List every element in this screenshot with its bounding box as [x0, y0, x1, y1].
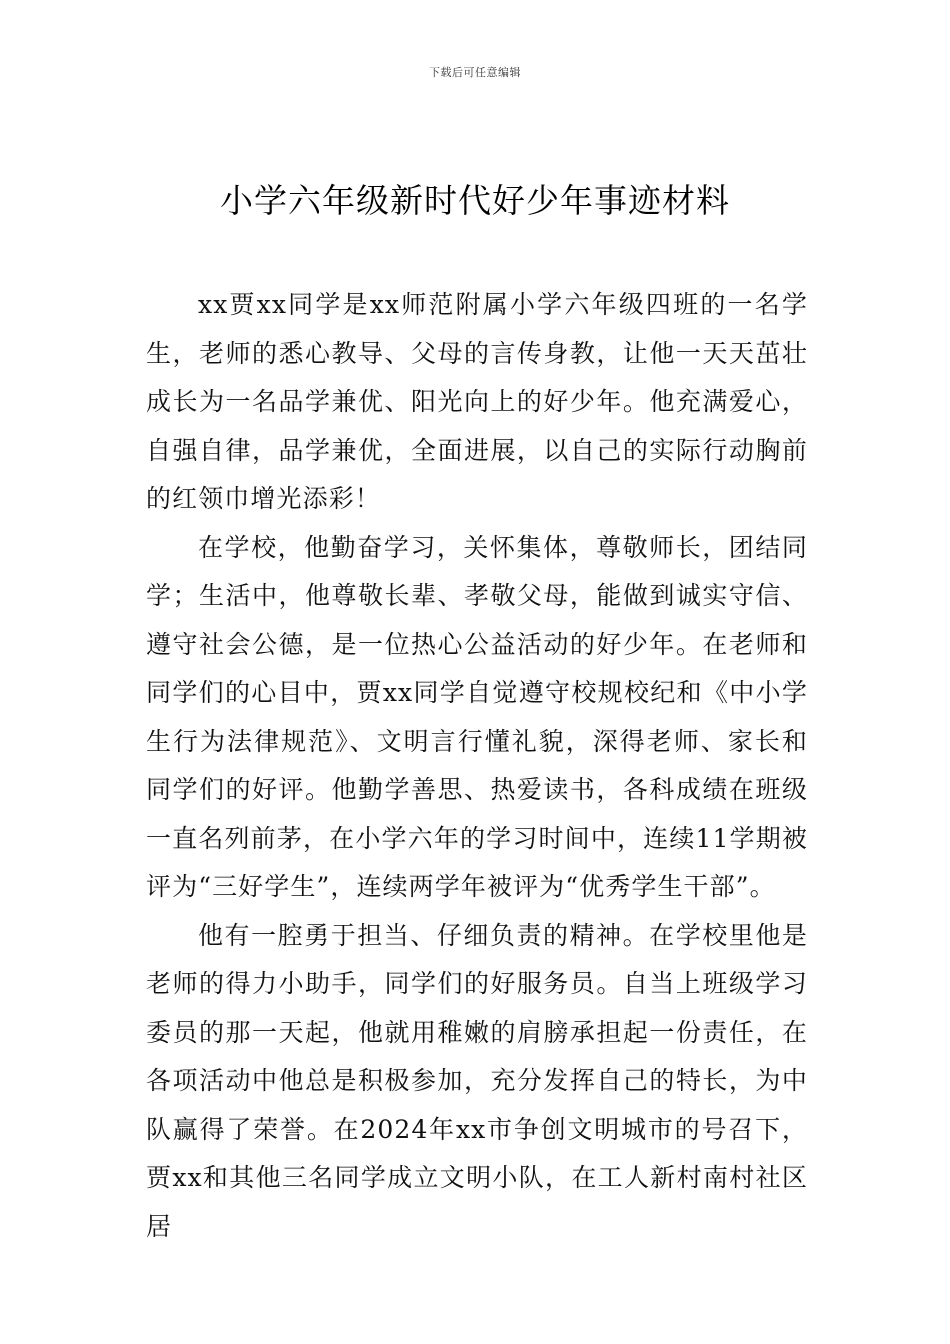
document-body	[146, 281, 808, 1251]
paragraph-3: 他有一腔勇于担当、仔细负责的精神。在学校里他是老师的得力小助手，同学们的好服务员。自当上班级学习委员的那一天起，他就用稚嫩的肩膀承担起一份责任，在各项活动中他总是积极参加，充分发挥自己的特长，为中队赢得了荣誉。在2024年xx市争创文明城市的号召下，贾xx和其他三名同学成立文明小队，在工人新村南村社区居	[146, 920, 808, 1241]
paragraph-1: xx贾xx同学是xx师范附属小学六年级四班的一名学生，老师的悉心教导、父母的言传身教，让他一天天茁壮成长为一名品学兼优、阳光向上的好少年。他充满爱心，自强自律，品学兼优，全面进展，以自己的实际行动胸前的红领巾增光添彩！	[146, 290, 808, 513]
document-title: 小学六年级新时代好少年事迹材料	[220, 181, 730, 220]
header-note: 下载后可任意编辑	[429, 66, 521, 79]
paragraph-2: 在学校，他勤奋学习，关怀集体，尊敬师长，团结同学；生活中，他尊敬长辈、孝敬父母，能做到诚实守信、遵守社会公德，是一位热心公益活动的好少年。在老师和同学们的心目中，贾xx同学自觉遵守校规校纪和《中小学生行为法律规范》、文明言行懂礼貌，深得老师、家长和同学们的好评。他勤学善思、热爱读书，各科成绩在班级一直名列前茅，在小学六年的学习时间中，连续11学期被评为“三好学生”，连续两学年被评为“优秀学生干部”。	[146, 532, 808, 901]
